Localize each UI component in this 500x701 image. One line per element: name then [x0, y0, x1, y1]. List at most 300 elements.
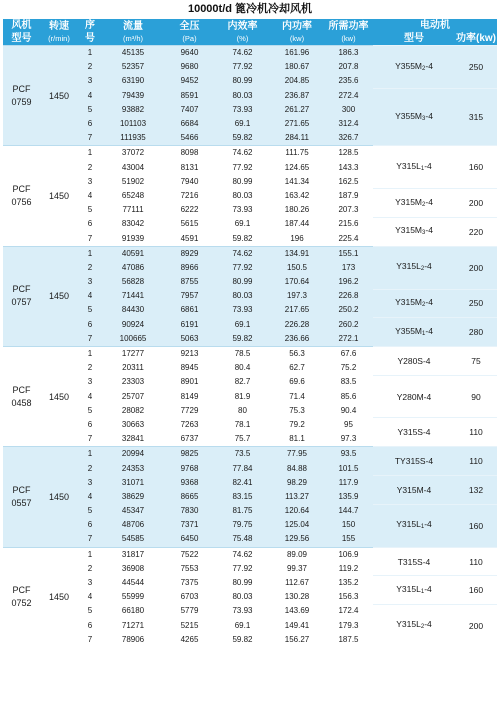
row-index: 5: [78, 103, 102, 117]
efficiency-cell: 69.1: [215, 117, 270, 131]
internal-power-cell: 69.6: [270, 375, 324, 389]
flow-cell: 37072: [102, 146, 164, 161]
fan-model-prefix: PCF: [12, 585, 31, 596]
row-index: 1: [78, 46, 102, 61]
header-index: 序 号: [78, 19, 102, 46]
motor-model-text: Y315L: [396, 160, 421, 171]
row-index: 1: [78, 447, 102, 462]
internal-power-cell: 125.04: [270, 518, 324, 532]
motor-model-cell: [373, 189, 455, 217]
required-power-cell: 326.7: [324, 131, 373, 146]
motor-model-text: Y355M: [395, 110, 423, 121]
required-power-cell: 312.4: [324, 117, 373, 131]
pressure-cell: 4265: [164, 633, 215, 647]
row-index: 2: [78, 261, 102, 275]
internal-power-cell: 271.65: [270, 117, 324, 131]
header-motor-group: 电动机: [373, 19, 497, 32]
motor-model-suffix: -4: [425, 196, 433, 207]
required-power-cell: 260.2: [324, 318, 373, 332]
motor-power-cell: 110: [455, 447, 497, 476]
table-row: [3, 576, 497, 590]
required-power-cell: 155.1: [324, 246, 373, 261]
required-power-cell: 172.4: [324, 604, 373, 618]
pressure-cell: 9768: [164, 461, 215, 475]
pressure-cell: 7216: [164, 189, 215, 203]
header-speed: 转速 (r/min): [40, 19, 78, 46]
row-index: 2: [78, 161, 102, 175]
flow-cell: 93882: [102, 103, 164, 117]
flow-cell: 20311: [102, 361, 164, 375]
motor-power-cell: 250: [455, 46, 497, 89]
flow-cell: 48706: [102, 518, 164, 532]
internal-power-cell: 261.27: [270, 103, 324, 117]
speed-cell: 1450: [40, 447, 78, 547]
motor-power-cell: 75: [455, 346, 497, 375]
flow-cell: 63190: [102, 74, 164, 88]
motor-model-text: Y315M-4: [396, 484, 432, 495]
efficiency-cell: 59.82: [215, 131, 270, 146]
internal-power-cell: 236.66: [270, 332, 324, 347]
row-index: 3: [78, 175, 102, 189]
row-index: 7: [78, 633, 102, 647]
row-index: 3: [78, 275, 102, 289]
motor-model-suffix: -4: [425, 296, 433, 307]
required-power-cell: 144.7: [324, 504, 373, 518]
efficiency-cell: 82.7: [215, 375, 270, 389]
internal-power-cell: 130.28: [270, 590, 324, 604]
row-index: 4: [78, 289, 102, 303]
row-index: 5: [78, 404, 102, 418]
internal-power-cell: 56.3: [270, 346, 324, 361]
pressure-cell: 7407: [164, 103, 215, 117]
efficiency-cell: 80.03: [215, 289, 270, 303]
motor-model-text: Y315L: [396, 261, 421, 272]
efficiency-cell: 74.62: [215, 246, 270, 261]
pressure-cell: 5063: [164, 332, 215, 347]
row-index: 2: [78, 361, 102, 375]
motor-model-subscript: 2: [420, 266, 425, 273]
internal-power-cell: 124.65: [270, 161, 324, 175]
motor-model-text: Y315L: [396, 619, 421, 630]
table-row: [3, 476, 497, 490]
motor-model-text: Y355M: [395, 60, 423, 71]
motor-model-text: Y280S-4: [397, 355, 431, 366]
motor-model-text: Y315L: [396, 519, 421, 530]
internal-power-cell: 75.3: [270, 404, 324, 418]
flow-cell: 52357: [102, 60, 164, 74]
fan-model-cell: [3, 547, 40, 647]
required-power-cell: 226.8: [324, 289, 373, 303]
table-body: [3, 46, 497, 647]
speed-cell: 1450: [40, 246, 78, 346]
flow-cell: 84430: [102, 303, 164, 317]
motor-model-suffix: -4: [424, 519, 432, 530]
table-row: [3, 146, 497, 161]
flow-cell: 47086: [102, 261, 164, 275]
required-power-cell: 67.6: [324, 346, 373, 361]
pressure-cell: 5615: [164, 217, 215, 231]
efficiency-cell: 73.93: [215, 604, 270, 618]
fan-model-cell: [3, 46, 40, 146]
motor-model-text: Y355M: [395, 325, 423, 336]
required-power-cell: 90.4: [324, 404, 373, 418]
required-power-cell: 207.8: [324, 60, 373, 74]
efficiency-cell: 69.1: [215, 619, 270, 633]
pressure-cell: 8149: [164, 390, 215, 404]
row-index: 5: [78, 604, 102, 618]
motor-model-cell: [373, 604, 455, 647]
motor-model-text: TY315S-4: [394, 456, 434, 467]
motor-power-cell: 132: [455, 476, 497, 504]
row-index: 6: [78, 318, 102, 332]
flow-cell: 71271: [102, 619, 164, 633]
pressure-cell: 7522: [164, 547, 215, 562]
table-header: [3, 19, 497, 46]
row-index: 7: [78, 332, 102, 347]
row-index: 7: [78, 231, 102, 246]
motor-model-cell: [373, 217, 455, 246]
motor-model-text: T315S-4: [397, 556, 431, 567]
efficiency-cell: 79.75: [215, 518, 270, 532]
required-power-cell: 119.2: [324, 562, 373, 576]
table-row: [3, 89, 497, 103]
motor-power-cell: 220: [455, 217, 497, 246]
table-row: [3, 289, 497, 303]
motor-model-cell: [373, 46, 455, 89]
pressure-cell: 7375: [164, 576, 215, 590]
row-index: 6: [78, 418, 102, 432]
required-power-cell: 117.9: [324, 476, 373, 490]
header-fan-model: 风机 型号: [3, 19, 40, 46]
row-index: 1: [78, 547, 102, 562]
motor-power-cell: 200: [455, 604, 497, 647]
motor-model-cell: [373, 89, 455, 146]
row-index: 4: [78, 590, 102, 604]
fan-model-number: 0557: [11, 497, 32, 508]
flow-cell: 44544: [102, 576, 164, 590]
header-motor-model: 型号: [373, 32, 455, 46]
internal-power-cell: 156.27: [270, 633, 324, 647]
row-index: 6: [78, 619, 102, 633]
motor-model-subscript: 2: [422, 301, 426, 308]
required-power-cell: 179.3: [324, 619, 373, 633]
required-power-cell: 95: [324, 418, 373, 432]
internal-power-cell: 149.41: [270, 619, 324, 633]
internal-power-cell: 143.69: [270, 604, 324, 618]
table-row: [3, 418, 497, 432]
pressure-cell: 7830: [164, 504, 215, 518]
pressure-cell: 7957: [164, 289, 215, 303]
pressure-cell: 6703: [164, 590, 215, 604]
pressure-cell: 6737: [164, 432, 215, 447]
row-index: 4: [78, 490, 102, 504]
row-index: 7: [78, 532, 102, 547]
row-index: 4: [78, 390, 102, 404]
fan-model-cell: [3, 447, 40, 547]
row-index: 1: [78, 346, 102, 361]
fan-model-number: 0752: [11, 598, 32, 609]
internal-power-cell: 217.65: [270, 303, 324, 317]
table-row: [3, 189, 497, 203]
pressure-cell: 8929: [164, 246, 215, 261]
motor-model-cell: [373, 289, 455, 317]
efficiency-cell: 77.92: [215, 60, 270, 74]
flow-cell: 101103: [102, 117, 164, 131]
efficiency-cell: 81.9: [215, 390, 270, 404]
row-index: 3: [78, 476, 102, 490]
pressure-cell: 8591: [164, 89, 215, 103]
motor-model-text: Y280M-4: [396, 391, 432, 402]
row-index: 7: [78, 131, 102, 146]
flow-cell: 24353: [102, 461, 164, 475]
efficiency-cell: 80: [215, 404, 270, 418]
motor-model-suffix: -4: [425, 325, 433, 336]
flow-cell: 31817: [102, 547, 164, 562]
row-index: 3: [78, 375, 102, 389]
internal-power-cell: 180.26: [270, 203, 324, 217]
required-power-cell: 101.5: [324, 461, 373, 475]
required-power-cell: 150: [324, 518, 373, 532]
header-flow: 流量 (m³/h): [102, 19, 164, 46]
fan-model-prefix: PCF: [12, 183, 31, 194]
motor-model-text: Y315M: [395, 225, 423, 236]
row-index: 2: [78, 562, 102, 576]
efficiency-cell: 73.93: [215, 103, 270, 117]
pressure-cell: 8131: [164, 161, 215, 175]
fan-model-number: 0759: [11, 96, 32, 107]
header-efficiency: 内效率 (%): [215, 19, 270, 46]
pressure-cell: 6191: [164, 318, 215, 332]
header-pressure: 全压 (Pa): [164, 19, 215, 46]
required-power-cell: 85.6: [324, 390, 373, 404]
internal-power-cell: 170.64: [270, 275, 324, 289]
efficiency-cell: 80.4: [215, 361, 270, 375]
fan-model-cell: [3, 146, 40, 246]
required-power-cell: 75.2: [324, 361, 373, 375]
motor-power-cell: 200: [455, 189, 497, 217]
internal-power-cell: 284.11: [270, 131, 324, 146]
motor-model-text: Y315M: [395, 296, 423, 307]
internal-power-cell: 196: [270, 231, 324, 246]
internal-power-cell: 99.37: [270, 562, 324, 576]
motor-power-cell: 315: [455, 89, 497, 146]
flow-cell: 111935: [102, 131, 164, 146]
flow-cell: 20994: [102, 447, 164, 462]
motor-model-suffix: -4: [424, 160, 432, 171]
header-required-power: 所需功率 (kw): [324, 19, 373, 46]
efficiency-cell: 59.82: [215, 332, 270, 347]
internal-power-cell: 77.95: [270, 447, 324, 462]
required-power-cell: 162.5: [324, 175, 373, 189]
pressure-cell: 7940: [164, 175, 215, 189]
efficiency-cell: 81.75: [215, 504, 270, 518]
internal-power-cell: 84.88: [270, 461, 324, 475]
required-power-cell: 155: [324, 532, 373, 547]
efficiency-cell: 77.92: [215, 562, 270, 576]
pressure-cell: 8945: [164, 361, 215, 375]
pressure-cell: 9368: [164, 476, 215, 490]
flow-cell: 43004: [102, 161, 164, 175]
efficiency-cell: 59.82: [215, 231, 270, 246]
required-power-cell: 225.4: [324, 231, 373, 246]
flow-cell: 40591: [102, 246, 164, 261]
row-index: 6: [78, 217, 102, 231]
required-power-cell: 196.2: [324, 275, 373, 289]
motor-model-suffix: -4: [425, 60, 433, 71]
fan-model-prefix: PCF: [12, 384, 31, 395]
efficiency-cell: 69.1: [215, 217, 270, 231]
header-motor-power: 功率(kw): [456, 33, 496, 44]
internal-power-cell: 150.5: [270, 261, 324, 275]
internal-power-cell: 98.29: [270, 476, 324, 490]
fan-model-cell: [3, 346, 40, 446]
internal-power-cell: 112.67: [270, 576, 324, 590]
required-power-cell: 156.3: [324, 590, 373, 604]
pressure-cell: 7371: [164, 518, 215, 532]
flow-cell: 51902: [102, 175, 164, 189]
internal-power-cell: 226.28: [270, 318, 324, 332]
motor-model-suffix: -4: [424, 583, 432, 594]
row-index: 7: [78, 432, 102, 447]
efficiency-cell: 80.99: [215, 74, 270, 88]
efficiency-cell: 74.62: [215, 146, 270, 161]
pressure-cell: 9825: [164, 447, 215, 462]
pressure-cell: 6861: [164, 303, 215, 317]
efficiency-cell: 77.92: [215, 261, 270, 275]
row-index: 3: [78, 74, 102, 88]
required-power-cell: 207.3: [324, 203, 373, 217]
motor-model-cell: [373, 246, 455, 289]
row-index: 2: [78, 60, 102, 74]
flow-cell: 23303: [102, 375, 164, 389]
speed-cell: 1450: [40, 146, 78, 246]
required-power-cell: 135.2: [324, 576, 373, 590]
motor-model-cell: [373, 375, 455, 418]
flow-cell: 91939: [102, 231, 164, 246]
internal-power-cell: 204.85: [270, 74, 324, 88]
pressure-cell: 6450: [164, 532, 215, 547]
flow-cell: 78906: [102, 633, 164, 647]
flow-cell: 79439: [102, 89, 164, 103]
pressure-cell: 9680: [164, 60, 215, 74]
fan-model-number: 0458: [11, 397, 32, 408]
flow-cell: 17277: [102, 346, 164, 361]
motor-model-suffix: -4: [424, 261, 432, 272]
motor-model-text: Y315L: [396, 583, 421, 594]
motor-model-subscript: 2: [422, 201, 426, 208]
required-power-cell: 186.3: [324, 46, 373, 61]
row-index: 4: [78, 89, 102, 103]
efficiency-cell: 73.93: [215, 203, 270, 217]
motor-model-subscript: 1: [422, 330, 426, 337]
pressure-cell: 6222: [164, 203, 215, 217]
motor-model-subscript: 1: [420, 165, 425, 172]
motor-model-subscript: 2: [420, 624, 425, 631]
required-power-cell: 235.6: [324, 74, 373, 88]
table-row: [3, 504, 497, 518]
motor-model-cell: [373, 576, 455, 604]
row-index: 6: [78, 117, 102, 131]
table-row: [3, 447, 497, 462]
motor-model-cell: [373, 418, 455, 447]
row-index: 1: [78, 146, 102, 161]
efficiency-cell: 80.99: [215, 576, 270, 590]
motor-model-subscript: 3: [422, 115, 426, 122]
pressure-cell: 7729: [164, 404, 215, 418]
flow-cell: 77111: [102, 203, 164, 217]
row-index: 2: [78, 461, 102, 475]
efficiency-cell: 59.82: [215, 633, 270, 647]
speed-cell: 1450: [40, 547, 78, 647]
pressure-cell: 7553: [164, 562, 215, 576]
efficiency-cell: 80.03: [215, 89, 270, 103]
flow-cell: 45135: [102, 46, 164, 61]
pressure-cell: 9452: [164, 74, 215, 88]
flow-cell: 71441: [102, 289, 164, 303]
pressure-cell: 7263: [164, 418, 215, 432]
row-index: 6: [78, 518, 102, 532]
efficiency-cell: 78.5: [215, 346, 270, 361]
row-index: 4: [78, 189, 102, 203]
required-power-cell: 272.4: [324, 89, 373, 103]
table-row: [3, 604, 497, 618]
table-title: 10000t/d 篦冷机冷却风机: [187, 3, 313, 15]
fan-model-cell: [3, 246, 40, 346]
fan-model-number: 0757: [11, 297, 32, 308]
efficiency-cell: 78.1: [215, 418, 270, 432]
motor-power-cell: 160: [455, 146, 497, 189]
motor-model-suffix: -4: [424, 619, 432, 630]
motor-power-cell: 160: [455, 504, 497, 547]
speed-cell: 1450: [40, 346, 78, 446]
pressure-cell: 8665: [164, 490, 215, 504]
internal-power-cell: 89.09: [270, 547, 324, 562]
required-power-cell: 83.5: [324, 375, 373, 389]
motor-model-cell: [373, 318, 455, 347]
flow-cell: 55999: [102, 590, 164, 604]
efficiency-cell: 77.84: [215, 461, 270, 475]
efficiency-cell: 83.15: [215, 490, 270, 504]
internal-power-cell: 134.91: [270, 246, 324, 261]
pressure-cell: 5215: [164, 619, 215, 633]
row-index: 1: [78, 246, 102, 261]
efficiency-cell: 77.92: [215, 161, 270, 175]
internal-power-cell: 120.64: [270, 504, 324, 518]
required-power-cell: 250.2: [324, 303, 373, 317]
speed-cell: 1450: [40, 46, 78, 146]
flow-cell: 56828: [102, 275, 164, 289]
motor-model-subscript: 1: [420, 588, 425, 595]
motor-power-cell: 110: [455, 547, 497, 576]
efficiency-cell: 80.99: [215, 175, 270, 189]
table-row: [3, 46, 497, 61]
pressure-cell: 5466: [164, 131, 215, 146]
flow-cell: 30663: [102, 418, 164, 432]
flow-cell: 31071: [102, 476, 164, 490]
efficiency-cell: 80.03: [215, 590, 270, 604]
pressure-cell: 8901: [164, 375, 215, 389]
flow-cell: 66180: [102, 604, 164, 618]
motor-model-cell: [373, 146, 455, 189]
flow-cell: 38629: [102, 490, 164, 504]
efficiency-cell: 80.03: [215, 189, 270, 203]
flow-cell: 32841: [102, 432, 164, 447]
required-power-cell: 93.5: [324, 447, 373, 462]
internal-power-cell: 81.1: [270, 432, 324, 447]
internal-power-cell: 62.7: [270, 361, 324, 375]
efficiency-cell: 73.5: [215, 447, 270, 462]
motor-model-cell: [373, 547, 455, 576]
